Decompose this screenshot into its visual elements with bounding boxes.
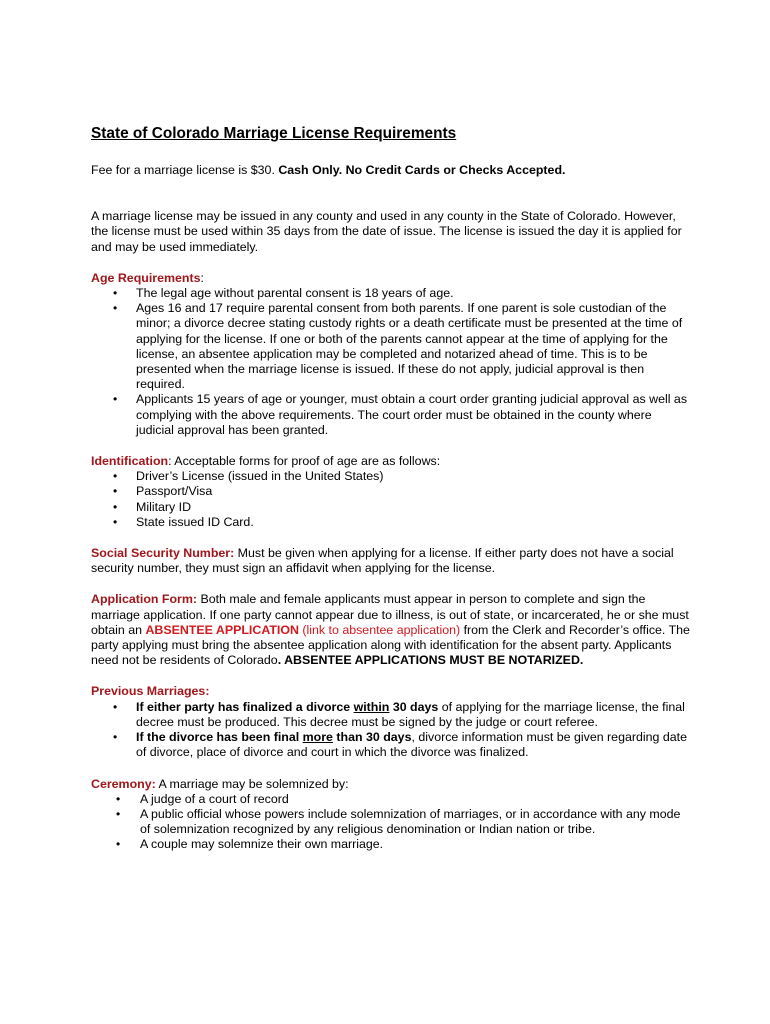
document-content <box>91 124 691 853</box>
list-item: • Military ID <box>91 500 691 515</box>
list-item: • A public official whose powers include solemnization of marriages, or in accordance with any mode of solemnization recognized by any religious denomination or Indian nation or tribe. <box>91 807 691 837</box>
identification-text: : Acceptable forms for proof of age are as follows: <box>168 454 441 469</box>
age-requirements-heading: Age Requirements <box>91 270 201 285</box>
notarized-notice: . ABSENTEE APPLICATIONS MUST BE NOTARIZED. <box>277 653 584 668</box>
application-form-heading: Application Form: <box>91 592 198 607</box>
list-item: • Applicants 15 years of age or younger, must obtain a court order granting judicial approval as well as complying with the above requirements. The court order must be obtained in the county where judicial approval has been granted. <box>91 392 691 438</box>
divorce-final-underline: more <box>302 730 333 745</box>
age-requirements-section <box>91 271 691 438</box>
fee-text: Fee for a marriage license is $30. <box>91 163 279 177</box>
age-requirements-list <box>91 286 691 438</box>
absentee-application-link[interactable]: (link to absentee application) <box>298 622 461 637</box>
identification-section <box>91 454 691 530</box>
ssn-heading: Social Security Number: <box>91 546 235 561</box>
application-form-text-cont: from the Clerk and Recorder’s office. The party applying must bring the absentee application along with identification for the absent party. Applicants need not be residents of Colorado <box>91 622 690 668</box>
ceremony-heading: Ceremony: <box>91 776 156 791</box>
divorce-final-bold-1: If the divorce has been final <box>136 730 303 745</box>
application-form-section <box>91 592 691 668</box>
identification-list <box>91 469 691 530</box>
ssn-section <box>91 546 691 576</box>
divorce-within-text: of applying for the marriage license, the final decree must be produced. This decree must be signed by the judge or court referee. <box>136 699 685 729</box>
list-item: • Driver’s License (issued in the United States) <box>91 469 691 484</box>
previous-marriages-section <box>91 684 691 760</box>
previous-marriages-list <box>91 700 691 761</box>
identification-heading-line <box>91 454 691 469</box>
list-item: • A judge of a court of record <box>91 792 691 807</box>
divorce-within-bold-1: If either party has finalized a divorce <box>136 699 354 714</box>
list-item: • The legal age without parental consent is 18 years of age. <box>91 286 691 301</box>
ssn-paragraph <box>91 546 691 576</box>
list-item <box>91 730 691 760</box>
application-form-paragraph <box>91 592 691 668</box>
ceremony-list <box>91 792 691 853</box>
ssn-text: Must be given when applying for a license. If either party does not have a social security number, they must sign an affidavit when applying for the license. <box>91 546 674 576</box>
identification-heading: Identification <box>91 454 169 469</box>
fee-bold-text: Cash Only. No Credit Cards or Checks Accepted. <box>278 163 566 177</box>
age-requirements-heading-line <box>91 271 691 286</box>
ceremony-heading-line <box>91 777 691 792</box>
list-item: • Ages 16 and 17 require parental consent from both parents. If one parent is sole custodian of the minor; a divorce decree stating custody rights or a death certificate must be presented at the time of applying for the license. If one or both of the parents cannot appear at the time of applying for the license, an absentee application may be completed and notarized ahead of time. This is to be presented when the marriage license is issued. If these do not apply, judicial approval is then required. <box>91 301 691 392</box>
application-form-text: Both male and female applicants must appear in person to complete and sign the marriage application. If one party cannot appear due to illness, is out of state, or incarcerated, he or she must obtain an <box>91 592 689 637</box>
list-item: • Passport/Visa <box>91 484 691 499</box>
divorce-within-bold-2: 30 days <box>389 699 439 714</box>
divorce-final-bold-2: than 30 days <box>332 730 412 745</box>
previous-marriages-heading: Previous Marriages: <box>91 684 210 699</box>
list-item: • A couple may solemnize their own marriage. <box>91 837 691 852</box>
list-item <box>91 700 691 730</box>
intro-paragraph: A marriage license may be issued in any county and used in any county in the State of Colorado. However, the license must be used within 35 days from the date of issue. The license is issued the day it is applied for and may be used immediately. <box>91 209 682 254</box>
list-item: • State issued ID Card. <box>91 515 691 530</box>
ceremony-text: A marriage may be solemnized by: <box>155 776 349 791</box>
divorce-within-underline: within <box>353 699 390 714</box>
divorce-final-text: , divorce information must be given regarding date of divorce, place of divorce and court in which the divorce was finalized. <box>136 730 687 760</box>
ceremony-section <box>91 777 691 853</box>
page-title: State of Colorado Marriage License Requirements <box>91 125 457 142</box>
age-requirements-colon: : <box>200 270 204 285</box>
fee-paragraph <box>91 163 691 178</box>
absentee-application-label: ABSENTEE APPLICATION <box>145 622 299 637</box>
